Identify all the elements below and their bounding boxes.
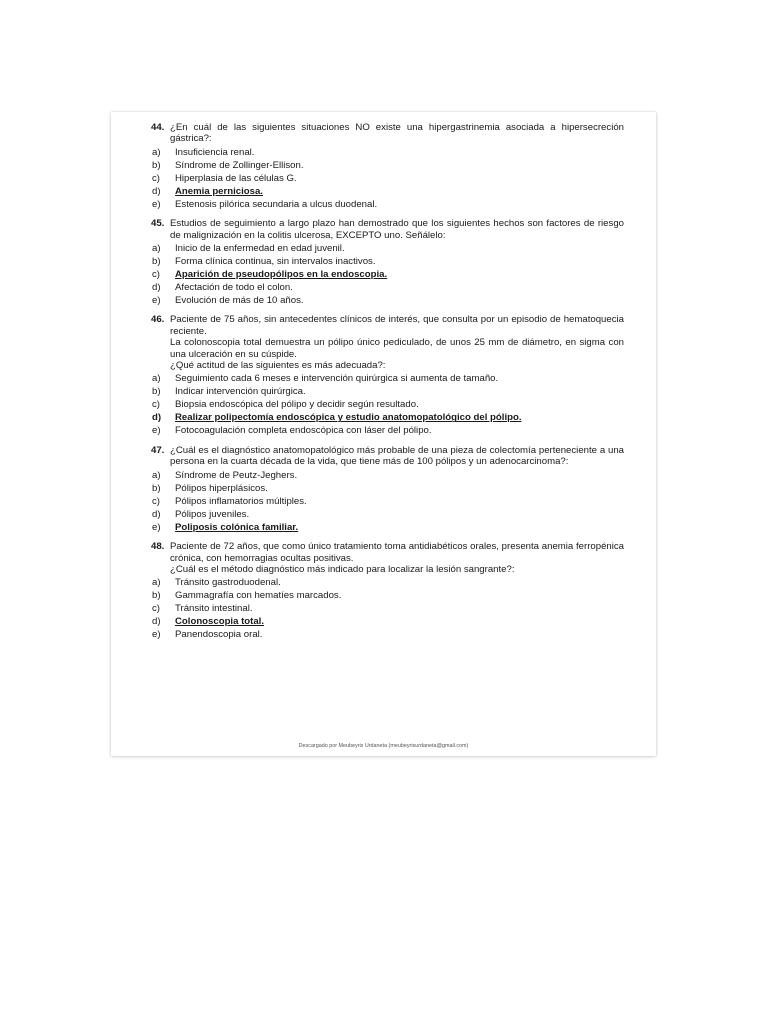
question-text-line: Estudios de seguimiento a largo plazo han demostrado que los siguientes hechos son factores de riesgo de malignización en la colitis ulcerosa, EXCEPTO uno. Señálelo: — [170, 218, 624, 241]
question-text — [170, 218, 624, 241]
question-45 — [151, 218, 624, 306]
option-letter: e) — [152, 295, 161, 307]
answer-option-correct — [151, 616, 624, 627]
option-letter: e) — [152, 629, 161, 641]
option-letter: c) — [152, 603, 160, 615]
option-text: Fotocoagulación completa endoscópica con láser del pólipo. — [175, 425, 432, 437]
answer-option — [151, 173, 624, 184]
option-text: Estenosis pilórica secundaria a ulcus duodenal. — [175, 198, 378, 210]
option-text: Inicio de la enfermedad en edad juvenil. — [175, 243, 345, 255]
question-text-line: ¿En cuál de las siguientes situaciones NO existe una hipergastrinemia asociada a hipersecreción gástrica?: — [170, 122, 624, 145]
answer-option — [151, 509, 624, 520]
option-letter: a) — [152, 469, 161, 481]
question-text — [170, 122, 624, 145]
question-stem — [151, 218, 624, 241]
option-letter: c) — [152, 495, 160, 507]
option-text: Afectación de todo el colon. — [175, 282, 293, 294]
option-letter: e) — [152, 521, 161, 533]
answer-option — [151, 590, 624, 601]
question-number: 48. — [151, 541, 165, 553]
option-letter: b) — [152, 159, 161, 171]
option-text: Anemia perniciosa. — [175, 185, 263, 197]
answer-option — [151, 160, 624, 171]
question-number: 47. — [151, 444, 165, 456]
option-letter: d) — [152, 508, 161, 520]
answer-option-correct — [151, 186, 624, 197]
option-text: Panendoscopia oral. — [175, 629, 263, 641]
answer-option — [151, 386, 624, 397]
question-text — [170, 314, 624, 371]
option-text: Síndrome de Zollinger-Ellison. — [175, 159, 304, 171]
option-letter: d) — [152, 412, 162, 424]
option-letter: b) — [152, 256, 161, 268]
option-text: Biopsia endoscópica del pólipo y decidir según resultado. — [175, 399, 419, 411]
answer-option — [151, 603, 624, 614]
question-text-line: ¿Qué actitud de las siguientes es más adecuada?: — [170, 360, 386, 372]
question-stem — [151, 314, 624, 371]
question-number: 46. — [151, 314, 165, 326]
option-letter: a) — [152, 373, 161, 385]
question-number: 45. — [151, 218, 165, 230]
question-48 — [151, 541, 624, 641]
question-text-line: ¿Cuál es el diagnóstico anatomopatológico más probable de una pieza de colectomía perteneciente a una persona en la cuarta década de la vida, que tiene más de 100 pólipos y un adenocarcinoma?: — [170, 444, 624, 468]
option-letter: e) — [152, 198, 161, 210]
question-text-line: Paciente de 72 años, que como único tratamiento toma antidiabéticos orales, presenta anemia ferropénica crónica, con hemorragias ocultas positivas. — [170, 541, 624, 564]
answer-options — [151, 577, 624, 640]
answer-options — [151, 373, 624, 436]
option-letter: b) — [152, 386, 161, 398]
option-text: Pólipos hiperplásicos. — [175, 482, 268, 494]
option-letter: d) — [152, 282, 161, 294]
question-number: 44. — [151, 122, 165, 133]
answer-option — [151, 483, 624, 494]
answer-option — [151, 577, 624, 588]
answer-option — [151, 399, 624, 410]
answer-options — [151, 243, 624, 306]
option-letter: a) — [152, 146, 161, 158]
option-text: Pólipos juveniles. — [175, 508, 250, 520]
option-text: Aparición de pseudopólipos en la endoscopia. — [175, 269, 388, 281]
answer-option — [151, 470, 624, 481]
answer-option — [151, 243, 624, 254]
answer-option-correct — [151, 412, 624, 423]
question-text — [170, 541, 624, 575]
answer-option — [151, 496, 624, 507]
option-text: Insuficiencia renal. — [175, 146, 255, 158]
option-text: Seguimiento cada 6 meses e intervención quirúrgica si aumenta de tamaño. — [175, 373, 499, 385]
option-letter: a) — [152, 577, 161, 589]
question-44 — [151, 122, 624, 210]
download-footer: Descargado por Meubeyris Urdaneta (meubeyrisurdaneta@gmail.com) — [298, 743, 469, 749]
question-stem — [151, 445, 624, 468]
question-stem — [151, 122, 624, 145]
answer-option — [151, 147, 624, 158]
option-letter: d) — [152, 616, 161, 628]
answer-option — [151, 629, 624, 640]
answer-options — [151, 147, 624, 210]
option-letter: e) — [152, 425, 161, 437]
question-text-line: Paciente de 75 años, sin antecedentes clínicos de interés, que consulta por un episodio de hematoquecia reciente. — [170, 314, 624, 337]
option-text: Realizar polipectomía endoscópica y estudio anatomopatológico del pólipo. — [175, 412, 522, 424]
option-letter: c) — [152, 172, 160, 184]
answer-option — [151, 282, 624, 293]
answer-option — [151, 199, 624, 210]
answer-option — [151, 373, 624, 384]
option-text: Poliposis colónica familiar. — [175, 521, 299, 533]
answer-option — [151, 425, 624, 436]
answer-option — [151, 295, 624, 306]
option-letter: c) — [152, 269, 160, 281]
answer-options — [151, 470, 624, 533]
option-letter: c) — [152, 399, 160, 411]
option-text: Tránsito intestinal. — [175, 603, 253, 615]
option-text: Pólipos inflamatorios múltiples. — [175, 495, 307, 507]
question-stem — [151, 541, 624, 575]
option-text: Colonoscopia total. — [175, 616, 265, 628]
answer-option-correct — [151, 522, 624, 533]
question-text — [170, 445, 624, 468]
questions-list — [151, 122, 624, 649]
question-text-line: La colonoscopia total demuestra un pólipo único pediculado, de unos 25 mm de diámetro, en sigma con una ulceración en su cúspide. — [170, 337, 624, 360]
option-letter: b) — [152, 590, 161, 602]
option-text: Evolución de más de 10 años. — [175, 295, 304, 307]
question-47 — [151, 445, 624, 533]
option-text: Tránsito gastroduodenal. — [175, 577, 281, 589]
option-letter: b) — [152, 482, 161, 494]
option-letter: a) — [152, 243, 161, 255]
question-text-line: ¿Cuál es el método diagnóstico más indicado para localizar la lesión sangrante?: — [170, 563, 515, 575]
answer-option-correct — [151, 269, 624, 280]
option-text: Hiperplasia de las células G. — [175, 172, 297, 184]
question-46 — [151, 314, 624, 436]
document-page — [111, 112, 656, 756]
option-text: Forma clínica continua, sin intervalos inactivos. — [175, 256, 376, 268]
option-text: Síndrome de Peutz-Jeghers. — [175, 469, 298, 481]
option-text: Indicar intervención quirúrgica. — [175, 386, 306, 398]
answer-option — [151, 256, 624, 267]
option-letter: d) — [152, 185, 161, 197]
option-text: Gammagrafía con hematíes marcados. — [175, 590, 342, 602]
